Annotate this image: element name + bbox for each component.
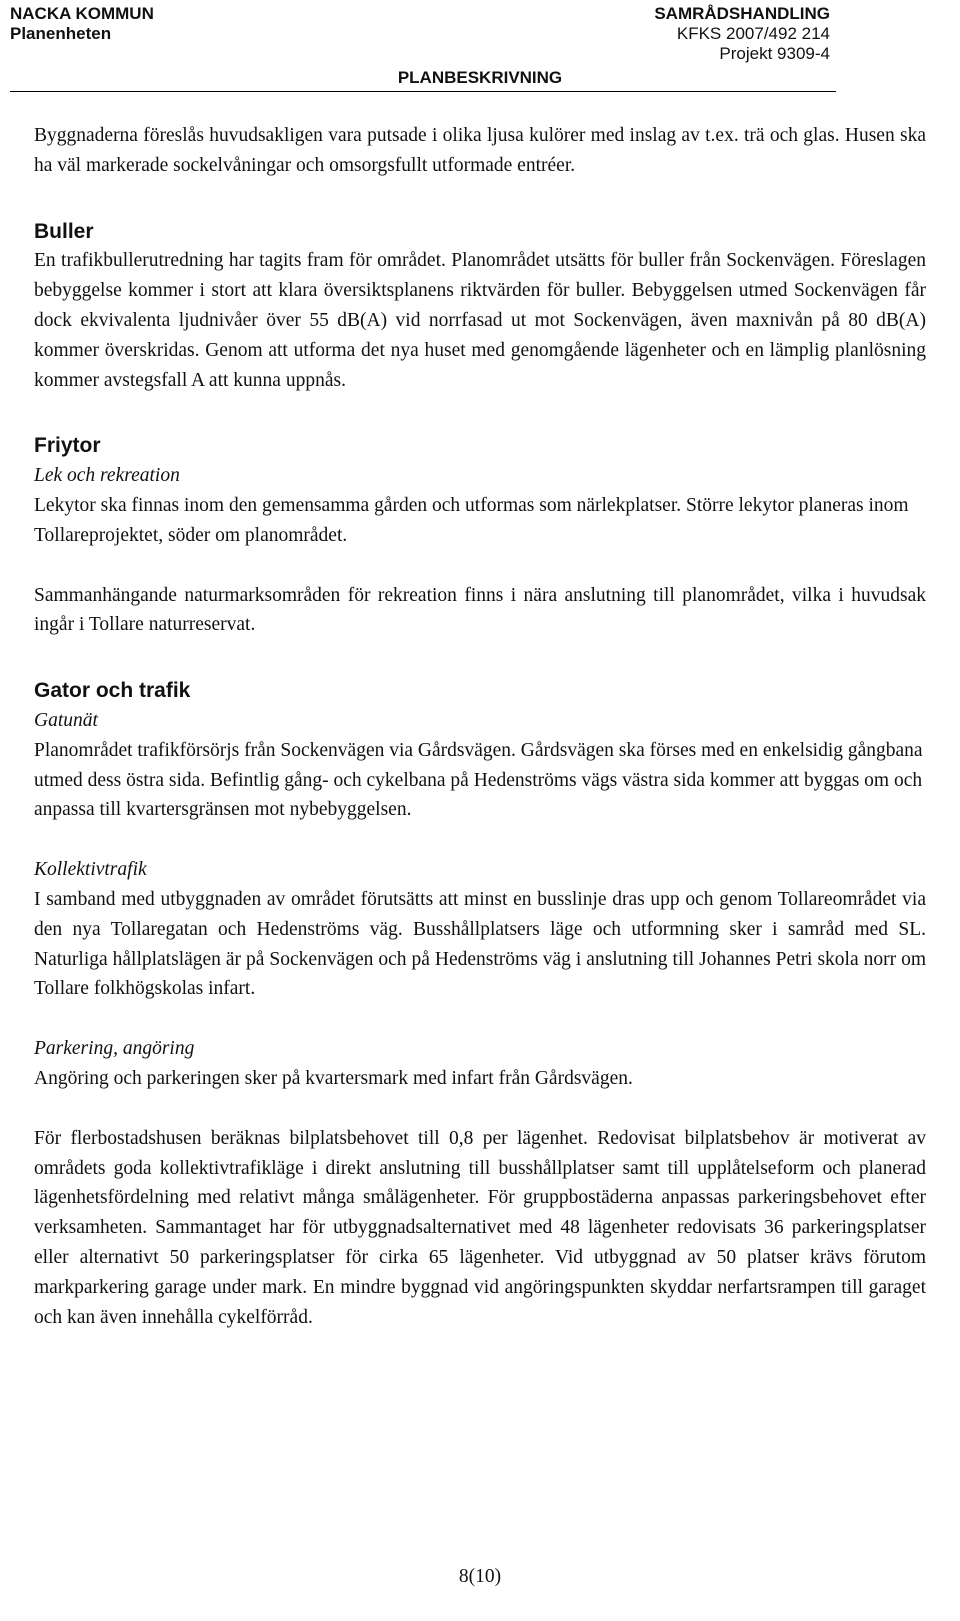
subheading-lek-och-rekreation: Lek och rekreation (34, 465, 180, 487)
spacer (34, 181, 926, 217)
spacer (34, 1004, 926, 1034)
spacer (34, 395, 926, 431)
section-heading-friytor: Friytor (34, 434, 101, 458)
header-unit: Planenheten (10, 24, 112, 43)
parkering-paragraph-2: För flerbostadshusen beräknas bilplatsbehovet till 0,8 per lägenhet. Redovisat bilplatsbehov är motiverat av områdets goda kollektivtrafikläge i direkt anslutning till busshållplatser samt till upplåtelseform och planerad lägenhetsfördelning med relativt många smålägenheter. För gruppbostäderna anpassas parkeringsbehovet efter verksamheten. Sammantaget har för utbyggnadsalternativet med 48 lägenheter redovisats 36 parkeringsplatser eller alternativt 50 parkeringsplatser för cirka 65 lägenheter. Vid utbyggnad av 50 platser krävs förutom markparkering garage under mark. En mindre byggnad vid angöringspunkten skyddar nerfartsrampen till garaget och kan även innehålla cykelförråd. (34, 1127, 926, 1328)
header-left (10, 4, 154, 44)
header-title: PLANBESKRIVNING (397, 68, 563, 87)
document-body (34, 121, 926, 1332)
header-project: Projekt 9309-4 (719, 44, 830, 63)
kollektivtrafik-paragraph: I samband med utbyggnaden av området förutsätts att minst en busslinje dras upp och genom Tollareområdet via den nya Tollaregatan och Hedenströms väg. Busshållplatsers läge och utformning sker i samråd med SL. Naturliga hållplatslägen är på Sockenvägen och på Hedenströms väg i anslutning till Johannes Petri skola norr om Tollare folkhögskolas infart. (34, 888, 926, 1000)
page-number: 8(10) (458, 1566, 502, 1587)
gatunat-paragraph: Planområdet trafikförsörjs från Sockenvägen via Gårdsvägen. Gårdsvägen ska förses med en enkelsidig gångbana utmed dess östra sida. Befintlig gång- och cykelbana på Hedenströms vägs västra sida kommer att byggas om och anpassa till kvartersgränsen mot nybebyggelsen. (34, 739, 923, 821)
spacer (34, 551, 926, 581)
section-heading-buller: Buller (34, 219, 94, 243)
spacer (34, 1094, 926, 1124)
header-doc-type: SAMRÅDSHANDLING (654, 4, 830, 23)
header-divider (10, 91, 836, 92)
friytor-paragraph-2: Sammanhängande naturmarksområden för rekreation finns i nära anslutning till planområdet, vilka i huvudsak ingår i Tollare naturreservat. (34, 584, 926, 636)
subheading-gatunat: Gatunät (34, 709, 98, 731)
header-right (654, 4, 830, 64)
subheading-parkering: Parkering, angöring (34, 1038, 195, 1060)
intro-paragraph: Byggnaderna föreslås huvudsakligen vara putsade i olika ljusa kulörer med inslag av t.ex. trä och glas. Husen ska ha väl markerade sockelvåningar och omsorgsfullt utformade entréer. (34, 125, 926, 176)
section-heading-gator-och-trafik: Gator och trafik (34, 679, 191, 703)
header-org: NACKA KOMMUN (10, 4, 154, 23)
friytor-paragraph-1: Lekytor ska finnas inom den gemensamma gården och utformas som närlekplatser. Större lekytor planeras inom Tollareprojektet, söder om planområdet. (34, 494, 909, 546)
spacer (34, 640, 926, 676)
parkering-paragraph-1: Angöring och parkeringen sker på kvartersmark med infart från Gårdsvägen. (34, 1067, 633, 1089)
spacer (34, 825, 926, 855)
subheading-kollektivtrafik: Kollektivtrafik (34, 859, 147, 881)
buller-paragraph: En trafikbullerutredning har tagits fram för området. Planområdet utsätts för buller från Sockenvägen. Föreslagen bebyggelse kommer i stort att klara översiktsplanens riktvärden för buller. Bebyggelsen utmed Sockenvägen får dock ekvivalenta ljudnivåer över 55 dB(A) vid norrfasad ut mot Sockenvägen, även maxnivån på 80 dB(A) kommer överskridas. Genom att utforma det nya huset med genomgående lägenheter och en lämplig planlösning kommer avstegsfall A att kunna uppnås. (34, 250, 926, 391)
header-case-number: KFKS 2007/492 214 (676, 24, 830, 43)
